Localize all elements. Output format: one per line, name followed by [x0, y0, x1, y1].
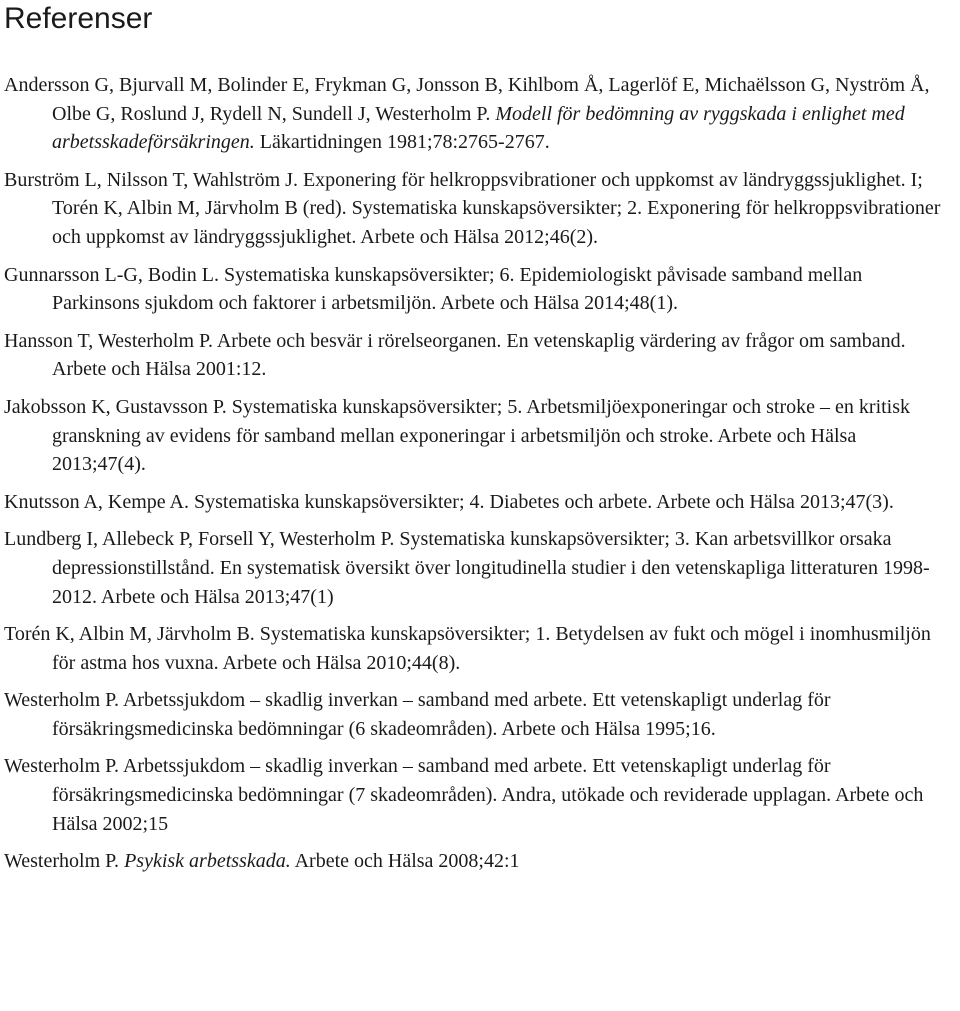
reference-entry [4, 71, 952, 157]
reference-text: Torén K, Albin M, Järvholm B. Systematiska kunskapsöversikter; 1. Betydelsen av fukt och mögel i inomhusmiljön för astma hos vuxna. Arbete och Hälsa 2010;44(8). [4, 623, 931, 674]
reference-text: Läkartidningen 1981;78:2765-2767. [254, 131, 550, 154]
reference-text: Lundberg I, Allebeck P, Forsell Y, Westerholm P. Systematiska kunskapsöversikter; 3. Kan arbetsvillkor orsaka depressionstillstånd. En systematisk översikt över longitudinella studier i den vetenskapliga litteraturen 1998-2012. Arbete och Hälsa 2013;47(1) [4, 528, 930, 608]
reference-text: Knutsson A, Kempe A. Systematiska kunskapsöversikter; 4. Diabetes och arbete. Arbete och Hälsa 2013;47(3). [4, 490, 894, 513]
reference-entry [4, 525, 952, 611]
reference-entry [4, 847, 952, 876]
reference-entry [4, 261, 952, 318]
reference-list [4, 71, 952, 876]
reference-entry [4, 488, 952, 517]
reference-entry [4, 620, 952, 677]
reference-title-italic: Psykisk arbetsskada. [124, 850, 291, 873]
reference-entry [4, 686, 952, 743]
reference-entry [4, 166, 952, 252]
reference-text: Hansson T, Westerholm P. Arbete och besvär i rörelseorganen. En vetenskaplig värdering av frågor om samband. Arbete och Hälsa 2001:12. [4, 329, 906, 381]
reference-text: Gunnarsson L-G, Bodin L. Systematiska kunskapsöversikter; 6. Epidemiologiskt påvisade samband mellan Parkinsons sjukdom och faktorer i arbetsmiljön. Arbete och Hälsa 2014;48(1). [4, 263, 863, 315]
reference-text: Burström L, Nilsson T, Wahlström J. Exponering för helkroppsvibrationer och uppkomst av ländryggssjuklighet. I; Torén K, Albin M, Järvholm B (red). Systematiska kunskapsöversikter; 2. Exponering för helkroppsvibrationer och uppkomst av ländryggssjuklighet. Arbete och Hälsa 2012;46(2). [4, 168, 941, 248]
reference-text: Jakobsson K, Gustavsson P. Systematiska kunskapsöversikter; 5. Arbetsmiljöexponeringar och stroke – en kritisk granskning av evidens för samband mellan exponeringar i arbetsmiljön och stroke. Arbete och Hälsa 2013;47(4). [4, 395, 911, 476]
reference-title-italic: Modell för bedömning av ryggskada i enlighet med arbetsskadeförsäkringen. [52, 102, 905, 154]
reference-text: Westerholm P. Arbetssjukdom – skadlig inverkan – samband med arbete. Ett vetenskapligt underlag för försäkringsmedicinska bedömningar (7 skadeområden). Andra, utökade och reviderade upplagan. Arbete och Hälsa 2002;15 [4, 755, 924, 835]
page-title: Referenser [4, 2, 153, 35]
reference-text: Andersson G, Bjurvall M, Bolinder E, Frykman G, Jonsson B, Kihlbom Å, Lagerlöf E, Michaëlsson G, Nyström Å, Olbe G, Roslund J, Rydell N, Sundell J, Westerholm P. [4, 74, 930, 125]
reference-entry [4, 752, 952, 838]
reference-text: Westerholm P. [4, 850, 125, 873]
reference-entry [4, 393, 952, 479]
reference-entry [4, 327, 952, 384]
reference-text: Westerholm P. Arbetssjukdom – skadlig inverkan – samband med arbete. Ett vetenskapligt underlag för försäkringsmedicinska bedömningar (6 skadeområden). Arbete och Hälsa 1995;16. [4, 689, 831, 740]
reference-text: Arbete och Hälsa 2008;42:1 [290, 850, 520, 873]
